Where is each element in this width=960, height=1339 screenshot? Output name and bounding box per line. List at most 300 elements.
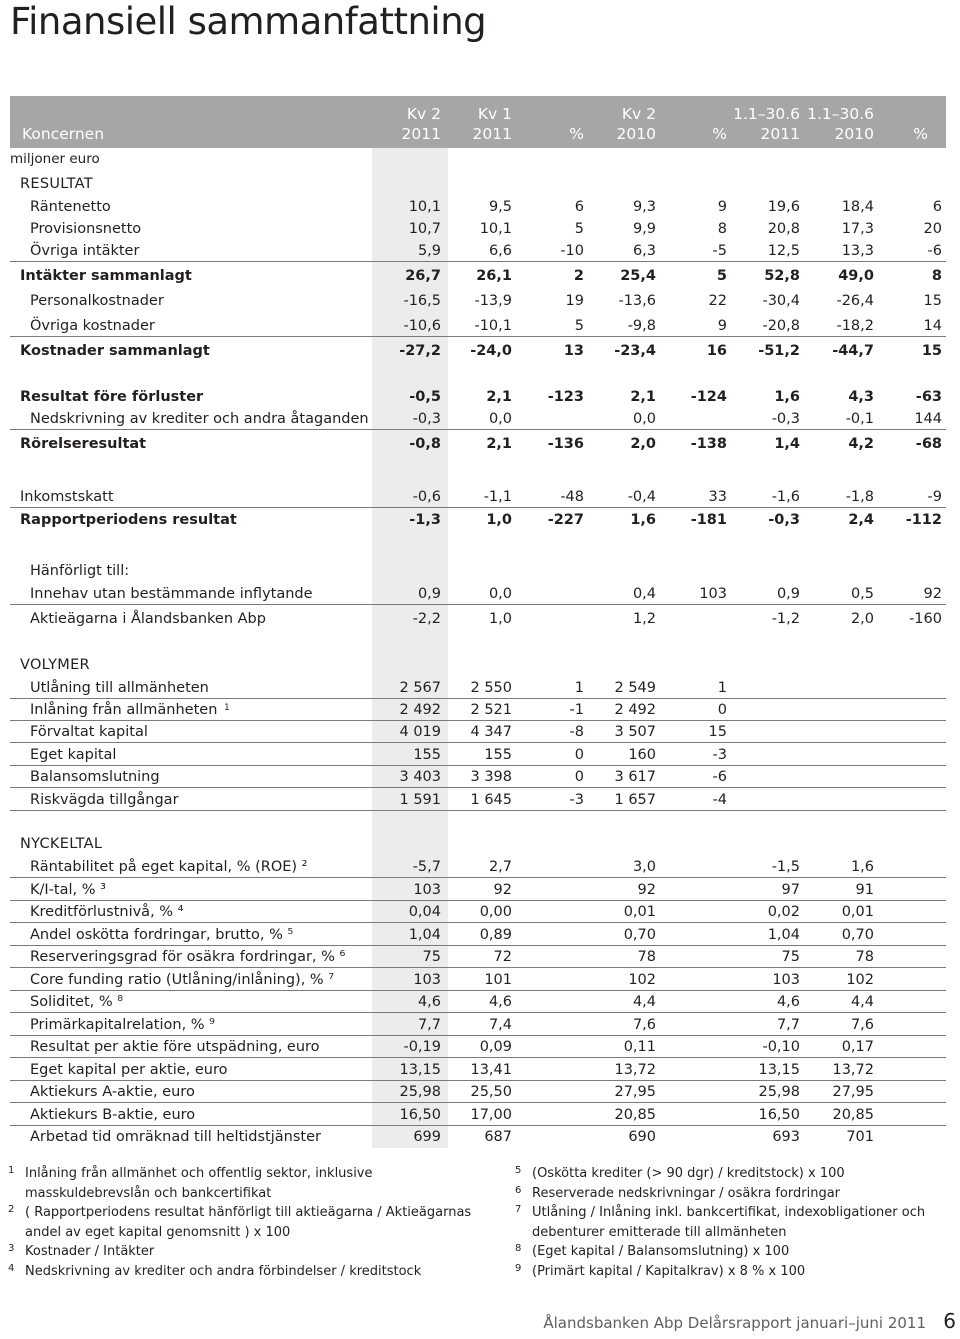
table-cell: 103 (699, 586, 727, 602)
table-cell: 0,01 (841, 904, 874, 920)
header-col-top: 1.1–30.6 (807, 105, 874, 123)
table-cell: 78 (855, 949, 874, 965)
row-label: Inkomstskatt (20, 489, 114, 505)
row-label: Arbetad tid omräknad till heltidstjänster (30, 1129, 321, 1145)
table-cell: 13,72 (832, 1062, 874, 1078)
footnote-marker: 1 (224, 703, 230, 713)
table-cell: 10,7 (408, 221, 441, 237)
footnote-text: ( Rapportperiodens resultat hänförligt till aktieägarna / Aktieägarnas andel av eget kapital genomsnitt ) x 100 (25, 1205, 472, 1240)
table-cell: 0,9 (417, 586, 441, 602)
section-label: NYCKELTAL (20, 836, 103, 852)
table-cell: 0,4 (632, 586, 656, 602)
table-cell: 3 398 (470, 769, 512, 785)
row-label: Rapportperiodens resultat (20, 512, 237, 528)
row-label: Andel oskötta fordringar, brutto, % ⁵ (30, 927, 294, 943)
row-label: Soliditet, % ⁸ (30, 994, 124, 1010)
table-cell: -44,7 (832, 343, 874, 359)
table-cell: 13,3 (841, 243, 874, 259)
row-label: Aktiekurs A-aktie, euro (30, 1084, 195, 1100)
row-label: Innehav utan bestämmande inflytande (30, 586, 313, 602)
table-row (10, 1014, 946, 1036)
header-col-bottom: % (913, 125, 928, 143)
table-cell: -138 (690, 436, 727, 452)
row-label: Kreditförlustnivå, % ⁴ (30, 904, 184, 920)
table-cell: 2,1 (486, 436, 512, 452)
table-cell: 8 (717, 221, 727, 237)
table-cell: -24,0 (470, 343, 512, 359)
table-cell: -136 (547, 436, 584, 452)
table-cell: 26,7 (405, 268, 441, 284)
table-cell: 9,9 (632, 221, 656, 237)
table-cell: -6 (927, 243, 942, 259)
table-cell: 1,0 (488, 611, 512, 627)
table-cell: -0,8 (409, 436, 441, 452)
table-cell: 17,3 (841, 221, 874, 237)
subheading-label: Hänförligt till: (30, 563, 130, 579)
row-label: Övriga intäkter (30, 243, 140, 259)
table-cell: 78 (637, 949, 656, 965)
table-cell: 4,4 (632, 994, 656, 1010)
table-cell: 20,8 (767, 221, 800, 237)
table-cell: 102 (846, 972, 874, 988)
table-cell: -1,6 (771, 489, 800, 505)
table-cell: 2 550 (470, 680, 512, 696)
header-label: Koncernen (22, 125, 105, 143)
table-cell: -1,5 (771, 859, 800, 875)
row-label: Aktieägarna i Ålandsbanken Abp (30, 611, 266, 627)
table-cell: 10,1 (479, 221, 512, 237)
table-cell: -1,3 (409, 512, 441, 528)
table-cell: -63 (915, 389, 942, 405)
table-cell: -1,1 (483, 489, 512, 505)
table-cell: 5,9 (417, 243, 441, 259)
table-cell: -181 (690, 512, 727, 528)
footnote-number: 8 (515, 1243, 522, 1254)
table-row (10, 583, 946, 605)
table-cell: 7,7 (776, 1017, 800, 1033)
footnote-text: Reserverade nedskrivningar / osäkra fordringar (532, 1185, 841, 1201)
table-cell: 0,04 (408, 904, 441, 920)
table-cell: 13,72 (614, 1062, 656, 1078)
footnotes-right (515, 1164, 935, 1281)
table-cell: 92 (637, 882, 656, 898)
table-cell: -8 (569, 724, 584, 740)
table-cell: 2 521 (470, 702, 512, 718)
table-cell: 4,4 (850, 994, 874, 1010)
table-cell: 13,41 (470, 1062, 512, 1078)
units-label: miljoner euro (10, 151, 100, 167)
table-cell: 101 (484, 972, 512, 988)
footnote-text: (Oskötta krediter (> 90 dgr) / kreditstock) x 100 (532, 1166, 845, 1181)
table-cell: -0,3 (412, 411, 441, 427)
row-label: Rörelseresultat (20, 436, 147, 452)
table-cell: -16,5 (403, 293, 441, 309)
table-cell: 13,15 (758, 1062, 800, 1078)
table-cell: 5 (574, 318, 584, 334)
table-cell: 16,50 (758, 1107, 800, 1123)
table-cell: 9 (717, 318, 727, 334)
table-cell: 72 (493, 949, 512, 965)
footnote-number: 3 (8, 1243, 15, 1254)
footnote-number: 6 (515, 1184, 522, 1196)
table-cell: 9 (717, 199, 727, 215)
table-cell: 0,01 (623, 904, 656, 920)
table-cell: -9,8 (627, 318, 656, 334)
table-cell: 1 (574, 680, 584, 696)
table-cell: 16,50 (399, 1107, 441, 1123)
table-cell: 15 (923, 293, 942, 309)
table-cell: 0,70 (623, 927, 656, 943)
table-cell: 2,1 (630, 389, 656, 405)
table-cell: -0,1 (845, 411, 874, 427)
table-cell: 4,6 (417, 994, 441, 1010)
table-cell: 26,1 (476, 268, 512, 284)
table-cell: -18,2 (836, 318, 874, 334)
table-cell: 25,98 (399, 1084, 441, 1100)
subheading-row (10, 560, 946, 582)
header-col-bottom: % (712, 125, 727, 143)
section-heading (10, 654, 946, 676)
row-label: Core funding ratio (Utlåning/inlåning), % ⁷ (30, 972, 335, 988)
table-cell: -20,8 (762, 318, 800, 334)
table-cell: -13,9 (474, 293, 512, 309)
table-cell: 1 657 (614, 792, 656, 808)
row-label: Räntenetto (30, 199, 111, 215)
table-row (10, 1059, 946, 1081)
row-label: Personalkostnader (30, 293, 164, 309)
table-cell: 2,1 (486, 389, 512, 405)
table-row (10, 766, 946, 788)
table-cell: 0,5 (850, 586, 874, 602)
table-cell: 0 (717, 702, 727, 718)
table-row (10, 386, 946, 408)
table-row (10, 509, 946, 531)
table-cell: 103 (413, 882, 441, 898)
table-cell: 1,0 (486, 512, 512, 528)
table-row (10, 290, 946, 312)
table-cell: 13 (563, 343, 584, 359)
table-cell: 0,0 (488, 586, 512, 602)
table-cell: 16 (706, 343, 727, 359)
table-cell: -123 (547, 389, 584, 405)
units-row (10, 149, 946, 169)
row-label: Aktiekurs B-aktie, euro (30, 1107, 196, 1123)
table-row (10, 608, 946, 630)
table-cell: -1,2 (771, 611, 800, 627)
table-cell: 2 549 (614, 680, 656, 696)
table-cell: 102 (628, 972, 656, 988)
table-cell: -27,2 (399, 343, 441, 359)
table-cell: -9 (927, 489, 942, 505)
row-label: Kostnader sammanlagt (20, 343, 210, 359)
table-cell: 20 (923, 221, 942, 237)
table-cell: 0,11 (623, 1039, 656, 1055)
table-cell: 2 492 (399, 702, 441, 718)
table-cell: 2,4 (848, 512, 874, 528)
footnote-number: 1 (8, 1165, 15, 1176)
table-cell: 19 (565, 293, 584, 309)
header-col-bottom: 2011 (760, 125, 800, 143)
table-cell: 1,6 (630, 512, 656, 528)
table-cell: -30,4 (762, 293, 800, 309)
table-cell: 92 (493, 882, 512, 898)
table-cell: -160 (909, 611, 942, 627)
table-cell: 4,6 (488, 994, 512, 1010)
footnote-text: (Eget kapital / Balansomslutning) x 100 (532, 1244, 790, 1259)
row-label: Räntabilitet på eget kapital, % (ROE) ² (30, 859, 308, 875)
table-cell: 12,5 (767, 243, 800, 259)
table-cell: -0,10 (762, 1039, 800, 1055)
table-cell: 6,6 (488, 243, 512, 259)
section-label: RESULTAT (20, 176, 93, 192)
table-cell: 103 (772, 972, 800, 988)
table-row (10, 1104, 946, 1126)
table-cell: 14 (923, 318, 942, 334)
row-label: K/I-tal, % ³ (30, 882, 106, 898)
table-cell: 144 (914, 411, 942, 427)
table-cell: -227 (547, 512, 584, 528)
table-row (10, 856, 946, 878)
table-cell: 20,85 (614, 1107, 656, 1123)
table-cell: 17,00 (470, 1107, 512, 1123)
table-cell: 0,89 (479, 927, 512, 943)
table-cell: -0,19 (403, 1039, 441, 1055)
table-cell: 4,6 (776, 994, 800, 1010)
page-title: Finansiell sammanfattning (10, 0, 487, 43)
table-cell: -23,4 (614, 343, 656, 359)
table-row (10, 924, 946, 946)
section-heading (10, 173, 946, 195)
table-cell: 91 (855, 882, 874, 898)
table-cell: -3 (569, 792, 584, 808)
table-row (10, 946, 946, 968)
footnote (515, 1242, 935, 1262)
header-col-bottom: 2010 (616, 125, 656, 143)
table-row (10, 486, 946, 508)
footnote (515, 1164, 935, 1184)
footnote (8, 1242, 488, 1262)
table-cell: 2,0 (850, 611, 874, 627)
table-cell: 155 (413, 747, 441, 763)
footnote-text: Kostnader / Intäkter (25, 1244, 155, 1259)
table-cell: -1 (569, 702, 584, 718)
footnote (8, 1203, 488, 1242)
table-cell: -6 (712, 769, 727, 785)
row-label: Eget kapital per aktie, euro (30, 1062, 228, 1078)
table-cell: 75 (781, 949, 800, 965)
table-cell: 2,7 (488, 859, 512, 875)
table-cell: 1 645 (470, 792, 512, 808)
table-cell: 1,6 (774, 389, 800, 405)
table-cell: 4,3 (848, 389, 874, 405)
row-label: Intäkter sammanlagt (20, 268, 192, 284)
row-label: Resultat per aktie före utspädning, euro (30, 1039, 320, 1055)
table-cell: 1 591 (399, 792, 441, 808)
row-label: Primärkapitalrelation, % ⁹ (30, 1017, 215, 1033)
table-cell: 690 (628, 1129, 656, 1145)
table-cell: 25,4 (620, 268, 656, 284)
table-cell: 97 (781, 882, 800, 898)
footnote (515, 1262, 935, 1282)
row-label: Eget kapital (30, 747, 117, 763)
table-cell: -10,1 (474, 318, 512, 334)
table-header (10, 96, 946, 148)
table-row (10, 991, 946, 1013)
table-row (10, 789, 946, 811)
table-cell: 0 (574, 747, 584, 763)
table-row (10, 218, 946, 240)
page-number: 6 (943, 1309, 956, 1333)
table-cell: 0 (574, 769, 584, 785)
footnote-number: 7 (515, 1204, 522, 1215)
row-label: Reserveringsgrad för osäkra fordringar, % ⁶ (30, 949, 346, 965)
table-cell: -26,4 (836, 293, 874, 309)
table-row (10, 315, 946, 337)
table-cell: -112 (905, 512, 942, 528)
table-cell: 1 (717, 680, 727, 696)
table-cell: -0,5 (409, 389, 441, 405)
table-cell: 1,2 (632, 611, 656, 627)
table-cell: -4 (712, 792, 727, 808)
table-cell: 1,6 (850, 859, 874, 875)
table-cell: -10 (560, 243, 584, 259)
table-cell: -48 (560, 489, 584, 505)
table-cell: 4,2 (848, 436, 874, 452)
table-cell: 0,09 (479, 1039, 512, 1055)
table-cell: -68 (915, 436, 942, 452)
table-row (10, 1081, 946, 1103)
table-cell: -3 (712, 747, 727, 763)
table-cell: 25,50 (470, 1084, 512, 1100)
table-row (10, 879, 946, 901)
table-cell: 6 (574, 199, 584, 215)
table-cell: 33 (708, 489, 727, 505)
table-cell: 0,70 (841, 927, 874, 943)
table-row (10, 433, 946, 455)
table-cell: -0,4 (627, 489, 656, 505)
table-cell: 27,95 (832, 1084, 874, 1100)
footnote (515, 1184, 935, 1204)
footnote-text: Nedskrivning av krediter och andra förbindelser / kreditstock (25, 1263, 422, 1279)
table-cell: 15 (921, 343, 942, 359)
table-cell: 2,0 (630, 436, 656, 452)
table-cell: 1,04 (408, 927, 441, 943)
table-cell: 160 (628, 747, 656, 763)
table-cell: -5,7 (412, 859, 441, 875)
table-cell: 5 (716, 268, 727, 284)
table-cell: -0,3 (768, 512, 800, 528)
table-cell: -51,2 (758, 343, 800, 359)
row-label: Riskvägda tillgångar (30, 792, 179, 808)
footnote-text: Inlåning från allmänhet och offentlig sektor, inklusive masskuldebrevslån och bankcertifikat (25, 1166, 373, 1201)
table-cell: 2 567 (399, 680, 441, 696)
header-col-bottom: 2011 (401, 125, 441, 143)
table-cell: 3 507 (614, 724, 656, 740)
table-row (10, 265, 946, 287)
table-row (10, 240, 946, 262)
table-cell: 6 (932, 199, 942, 215)
header-col-bottom: 2011 (472, 125, 512, 143)
table-cell: -124 (690, 389, 727, 405)
table-cell: 687 (484, 1129, 512, 1145)
table-cell: 155 (484, 747, 512, 763)
table-row (10, 721, 946, 743)
table-cell: 9,5 (488, 199, 512, 215)
table-cell: 2 492 (614, 702, 656, 718)
table-cell: 0,0 (632, 411, 656, 427)
table-cell: 2 (573, 268, 584, 284)
footnote (8, 1262, 488, 1282)
header-col-top: Kv 2 (406, 105, 441, 123)
table-cell: 92 (923, 586, 942, 602)
table-cell: -5 (712, 243, 727, 259)
table-row (10, 699, 946, 721)
table-row (10, 901, 946, 923)
table-cell: 19,6 (767, 199, 800, 215)
header-col-top: Kv 2 (621, 105, 656, 123)
table-cell: 3,0 (632, 859, 656, 875)
table-cell: 10,1 (408, 199, 441, 215)
table-cell: -0,3 (771, 411, 800, 427)
footnote-text: (Primärt kapital / Kapitalkrav) x 8 % x 100 (532, 1263, 806, 1279)
table-row (10, 969, 946, 991)
table-cell: 0,02 (767, 904, 800, 920)
table-cell: 701 (846, 1129, 874, 1145)
footnote (8, 1164, 488, 1203)
table-cell: 6,3 (632, 243, 656, 259)
section-label: VOLYMER (20, 657, 90, 673)
table-cell: 52,8 (764, 268, 800, 284)
table-cell: -1,8 (845, 489, 874, 505)
table-cell: 75 (422, 949, 441, 965)
table-row (10, 744, 946, 766)
table-cell: 0,0 (488, 411, 512, 427)
table-row (10, 196, 946, 218)
table-cell: 1,04 (767, 927, 800, 943)
table-cell: 0,9 (776, 586, 800, 602)
row-label: Inlåning från allmänheten (30, 702, 218, 718)
footer-text: Ålandsbanken Abp Delårsrapport januari–juni 2011 (543, 1314, 926, 1332)
table-cell: 0,17 (841, 1039, 874, 1055)
footnote-number: 4 (8, 1262, 15, 1274)
row-label: Provisionsnetto (30, 221, 142, 237)
table-cell: 20,85 (832, 1107, 874, 1123)
section-heading (10, 833, 946, 855)
table-cell: 8 (931, 268, 942, 284)
row-label: Nedskrivning av krediter och andra åtaganden (30, 411, 369, 427)
row-label: Balansomslutning (30, 769, 160, 785)
header-col-bottom: 2010 (834, 125, 874, 143)
table-row (10, 1036, 946, 1058)
table-cell: -10,6 (403, 318, 441, 334)
table-cell: 49,0 (838, 268, 874, 284)
table-row (10, 1126, 946, 1148)
footnote (515, 1203, 935, 1242)
table-cell: 699 (413, 1129, 441, 1145)
footnote-number: 9 (515, 1262, 522, 1274)
table-cell: 103 (413, 972, 441, 988)
table-cell: -0,6 (412, 489, 441, 505)
row-label: Förvaltat kapital (30, 724, 148, 740)
table-cell: 25,98 (758, 1084, 800, 1100)
footnote-text: Utlåning / Inlåning inkl. bankcertifikat, indexobligationer och debenturer emitterade till allmänheten (532, 1205, 926, 1240)
table-cell: 7,7 (417, 1017, 441, 1033)
row-label: Resultat före förluster (20, 389, 204, 405)
table-cell: -13,6 (618, 293, 656, 309)
table-cell: 3 617 (614, 769, 656, 785)
table-cell: 4 347 (470, 724, 512, 740)
table-cell: 27,95 (614, 1084, 656, 1100)
